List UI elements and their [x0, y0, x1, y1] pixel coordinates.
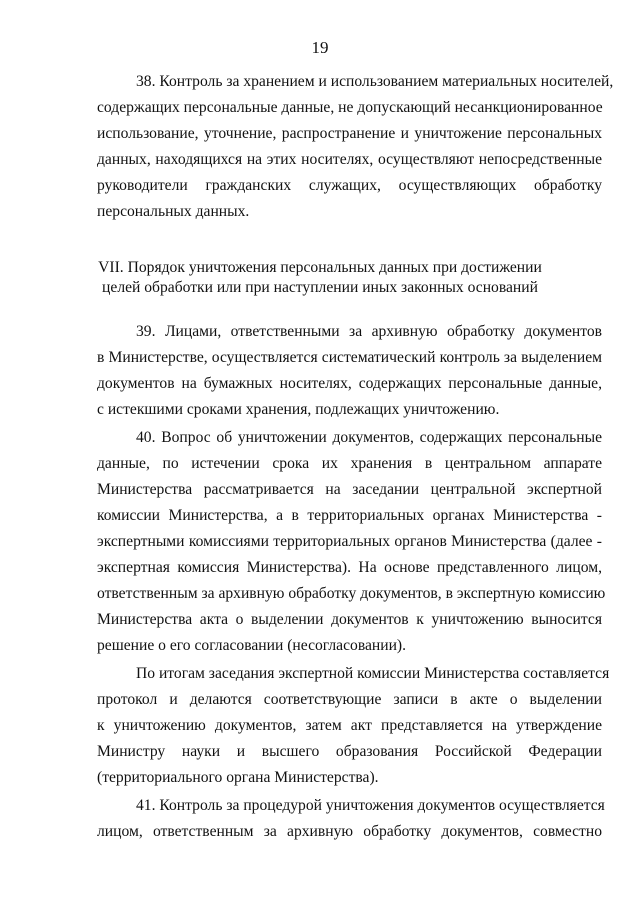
- paragraph-line: в Министерстве, осуществляется систематический контроль за выделением: [97, 349, 602, 366]
- paragraph-line: 41. Контроль за процедурой уничтожения документов осуществляется: [136, 797, 605, 814]
- paragraph-line: данные, по истечении срока их хранения в центральном аппарате: [97, 455, 602, 472]
- section-heading: VII. Порядок уничтожения персональных данных при достижении: [98, 259, 542, 276]
- paragraph-line: экспертными комиссиями территориальных органов Министерства (далее -: [97, 533, 602, 550]
- paragraph-line: содержащих персональные данные, не допускающий несанкционированное: [97, 99, 603, 116]
- paragraph-line: данных, находящихся на этих носителях, осуществляют непосредственные: [97, 151, 602, 168]
- paragraph-line: 38. Контроль за хранением и использованием материальных носителей,: [136, 73, 614, 90]
- paragraph-line: решение о его согласовании (несогласовании).: [97, 637, 407, 654]
- paragraph-line: с истекшими сроками хранения, подлежащих уничтожению.: [97, 401, 500, 418]
- paragraph-line: комиссии Министерства, а в территориальных органах Министерства -: [97, 507, 602, 524]
- paragraph-line: ответственным за архивную обработку документов, в экспертную комиссию: [97, 585, 606, 602]
- paragraph-line: лицом, ответственным за архивную обработку документов, совместно: [97, 823, 602, 840]
- paragraph-line: 40. Вопрос об уничтожении документов, содержащих персональные: [136, 429, 602, 446]
- paragraph-line: руководители гражданских служащих, осуществляющих обработку: [97, 177, 602, 194]
- paragraph-line: По итогам заседания экспертной комиссии Министерства составляется: [136, 665, 610, 682]
- paragraph-line: 39. Лицами, ответственными за архивную обработку документов: [136, 323, 602, 340]
- page-number: 19: [311, 38, 329, 57]
- paragraph-line: протокол и делаются соответствующие записи в акте о выделении: [97, 691, 602, 708]
- paragraph-line: документов на бумажных носителях, содержащих персональные данные,: [97, 375, 602, 392]
- paragraph-line: к уничтожению документов, затем акт представляется на утверждение: [97, 717, 602, 734]
- paragraph-line: персональных данных.: [97, 203, 250, 220]
- paragraph-line: Министру науки и высшего образования Российской Федерации: [97, 743, 602, 760]
- paragraph-line: экспертная комиссия Министерства). На основе представленного лицом,: [97, 559, 602, 576]
- section-heading: целей обработки или при наступлении иных законных оснований: [102, 279, 538, 296]
- paragraph-line: (территориального органа Министерства).: [97, 769, 379, 786]
- paragraph-line: использование, уточнение, распространение и уничтожение персональных: [97, 125, 602, 142]
- paragraph-line: Министерства акта о выделении документов к уничтожению выносится: [97, 611, 602, 628]
- paragraph-line: Министерства рассматривается на заседании центральной экспертной: [97, 481, 602, 498]
